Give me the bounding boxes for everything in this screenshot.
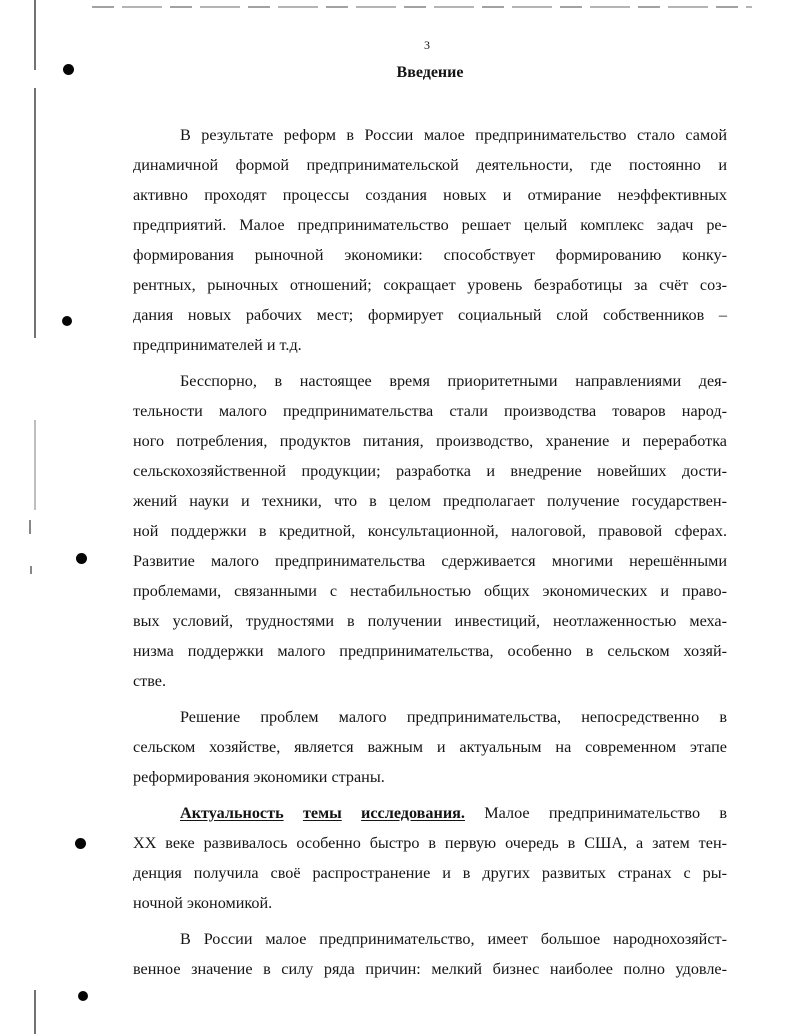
punch-hole [62,316,72,326]
page-number: 3 [424,38,430,52]
text-line: активно проходят процессы создания новых и отмирание неэффективных [133,186,727,204]
text-line [133,798,727,828]
text-line: сельском хозяйстве, является важным и актуальным на современном этапе [133,738,727,756]
paragraph [133,366,727,696]
text-line: стве. [133,672,167,690]
punch-hole [78,991,88,1001]
text-line: предпринимателей и т.д. [133,336,302,354]
section-heading-word: исследования. [361,804,465,822]
scan-left-edge-line [34,0,36,70]
text-line: ночной экономикой. [133,894,273,912]
punch-hole [75,838,86,849]
paragraph [133,798,727,918]
text-line: вых условий, трудностями в получении инвестиций, неотлаженностью меха- [133,612,727,630]
scan-top-edge-line [92,6,752,8]
punch-hole [76,553,87,564]
text-line: ного потребления, продуктов питания, производство, хранение и переработка [133,432,727,450]
text-line: Бесспорно, в настоящее время приоритетными направлениями дея- [180,372,727,390]
paragraph [133,924,727,984]
text-line: тельности малого предпринимательства стали производства товаров народ- [133,402,727,420]
text-line: В результате реформ в России малое предпринимательство стало самой [180,126,727,144]
text-line: жений науки и техники, что в целом предполагает получение государствен- [133,492,727,510]
text-line: рентных, рыночных отношений; сокращает уровень безработицы за счёт соз- [133,276,727,294]
scan-mark [30,566,32,574]
scan-mark [29,520,31,534]
text-line: проблемами, связанными с нестабильностью общих экономических и право- [133,582,727,600]
text-line: низма поддержки малого предпринимательства, особенно в сельском хозяй- [133,642,727,660]
text-line: сельскохозяйственной продукции; разработка и внедрение новейших дости- [133,462,727,480]
scan-left-edge-line [34,990,36,1034]
text-line: венное значение в силу ряда причин: мелкий бизнес наиболее полно удовле- [133,960,727,978]
text-line: денция получила своё распространение и в других развитых странах с ры- [133,864,727,882]
text-line: Развитие малого предпринимательства сдерживается многими нерешёнными [133,552,727,570]
text-line: ной поддержки в кредитной, консультационной, налоговой, правовой сферах. [133,522,727,540]
scan-left-edge-line [34,420,36,510]
paragraph [133,702,727,792]
text-line-rest: Малое предпринимательство в [484,804,727,822]
scan-left-edge-line [34,88,36,338]
text-line: XX веке развивалось особенно быстро в первую очередь в США, а затем тен- [133,834,727,852]
text-line: дания новых рабочих мест; формирует социальный слой собственников – [133,306,727,324]
document-body [133,120,727,984]
text-line: динамичной формой предпринимательской деятельности, где постоянно и [133,156,727,174]
text-line: реформирования экономики страны. [133,768,385,786]
paragraph [133,120,727,360]
page-title: Введение [396,64,464,81]
text-line: Решение проблем малого предпринимательства, непосредственно в [180,708,727,726]
section-heading-word: темы [302,804,342,822]
text-line: формирования рыночной экономики: способствует формированию конку- [133,246,727,264]
text-line: предприятий. Малое предпринимательство решает целый комплекс задач ре- [133,216,727,234]
section-heading-word: Актуальность [180,804,284,822]
text-line: В России малое предпринимательство, имеет большое народнохозяйст- [180,930,727,948]
